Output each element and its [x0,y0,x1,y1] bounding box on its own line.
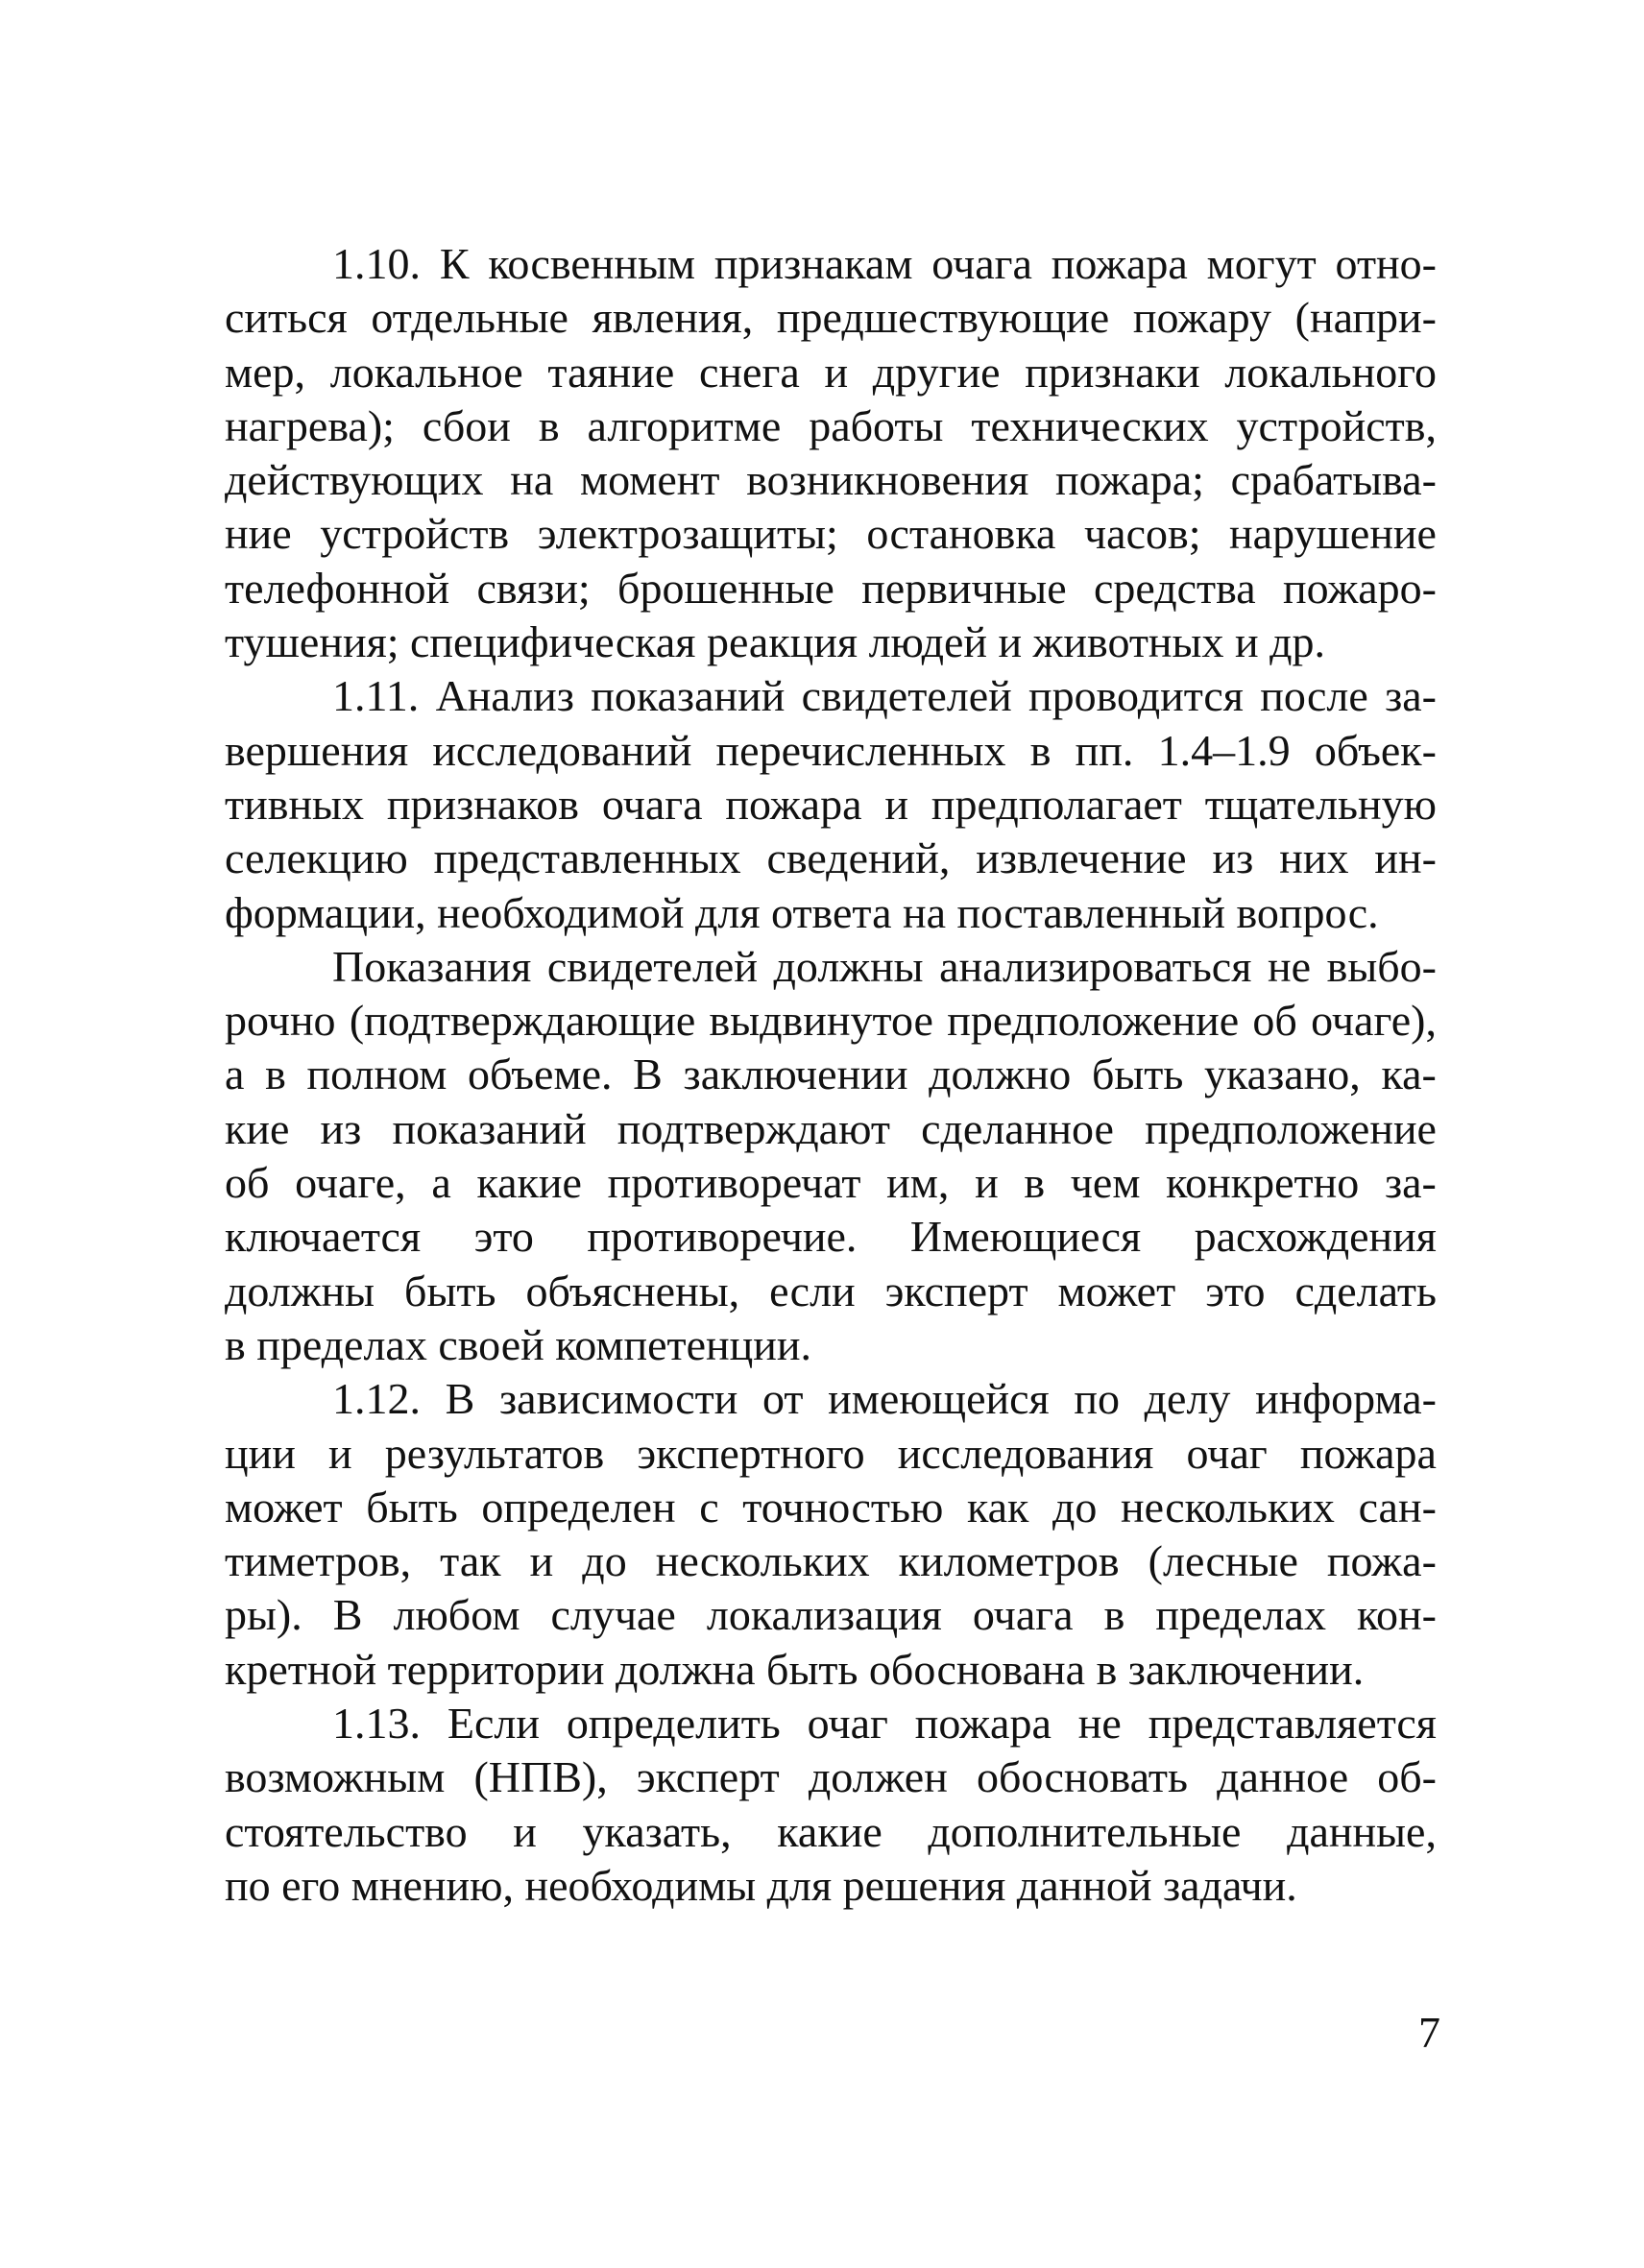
paragraph-4-line-3: может быть определен с точностью как до нескольких сан- [225,1482,1437,1532]
paragraph-1-line-4: нагрева); сбои в алгоритме работы технических устройств, [225,400,1437,450]
paragraph-1-line-8: тушения; специфическая реакция людей и животных и др. [225,617,1325,667]
paragraph-1-line-1: 1.10. К косвенным признакам очага пожара могут отно- [332,239,1437,288]
paragraph-2-line-5: формации, необходимой для ответа на поставленный вопрос. [225,887,1379,937]
paragraph-5-line-3: стоятельство и указать, какие дополнительные данные, [225,1806,1437,1856]
paragraph-1-line-5: действующих на момент возникновения пожара; срабатыва- [225,455,1437,505]
paragraph-2-line-3: тивных признаков очага пожара и предполагает тщательную [225,779,1437,829]
paragraph-3-line-1: Показания свидетелей должны анализироваться не выбо- [332,941,1437,991]
paragraph-1-line-7: телефонной связи; брошенные первичные средства пожаро- [225,563,1437,613]
paragraph-5-line-1: 1.13. Если определить очаг пожара не представляется [332,1699,1437,1749]
page-number: 7 [1418,2008,1440,2057]
paragraph-4-line-6: кретной территории должна быть обоснована в заключении. [225,1644,1365,1694]
paragraph-1-line-6: ние устройств электрозащиты; остановка часов; нарушение [225,509,1437,559]
paragraph-3-line-3: а в полном объеме. В заключении должно быть указано, ка- [225,1050,1437,1099]
paragraph-2-line-2: вершения исследований перечисленных в пп. 1.4–1.9 объек- [225,725,1437,775]
paragraph-3-line-4: кие из показаний подтверждают сделанное предположение [225,1103,1437,1153]
paragraph-2-line-1: 1.11. Анализ показаний свидетелей проводится после за- [332,671,1437,721]
paragraph-3-line-6: ключается это противоречие. Имеющиеся расхождения [225,1212,1437,1262]
paragraph-3-line-8: в пределах своей компетенции. [225,1319,812,1369]
paragraph-4-line-5: ры). В любом случае локализация очага в пределах кон- [225,1590,1437,1640]
paragraph-3-line-7: должны быть объяснены, если эксперт может это сделать [225,1266,1437,1315]
paragraph-5-line-2: возможным (НПВ), эксперт должен обосновать данное об- [225,1752,1437,1802]
paragraph-1-line-3: мер, локальное таяние снега и другие признаки локального [225,347,1437,397]
paragraph-2-line-4: селекцию представленных сведений, извлечение из них ин- [225,833,1437,883]
body-text [225,237,1437,1913]
paragraph-3-line-2: рочно (подтверждающие выдвинутое предположение об очаге), [225,996,1437,1046]
paragraph-4-line-1: 1.12. В зависимости от имеющейся по делу информа- [332,1374,1437,1424]
paragraph-5-line-4: по его мнению, необходимы для решения данной задачи. [225,1860,1297,1910]
paragraph-4-line-2: ции и результатов экспертного исследования очаг пожара [225,1428,1437,1478]
paragraph-3-line-5: об очаге, а какие противоречат им, и в чем конкретно за- [225,1158,1437,1208]
paragraph-1-line-2: ситься отдельные явления, предшествующие пожару (напри- [225,293,1437,343]
paragraph-4-line-4: тиметров, так и до нескольких километров (лесные пожа- [225,1536,1437,1586]
